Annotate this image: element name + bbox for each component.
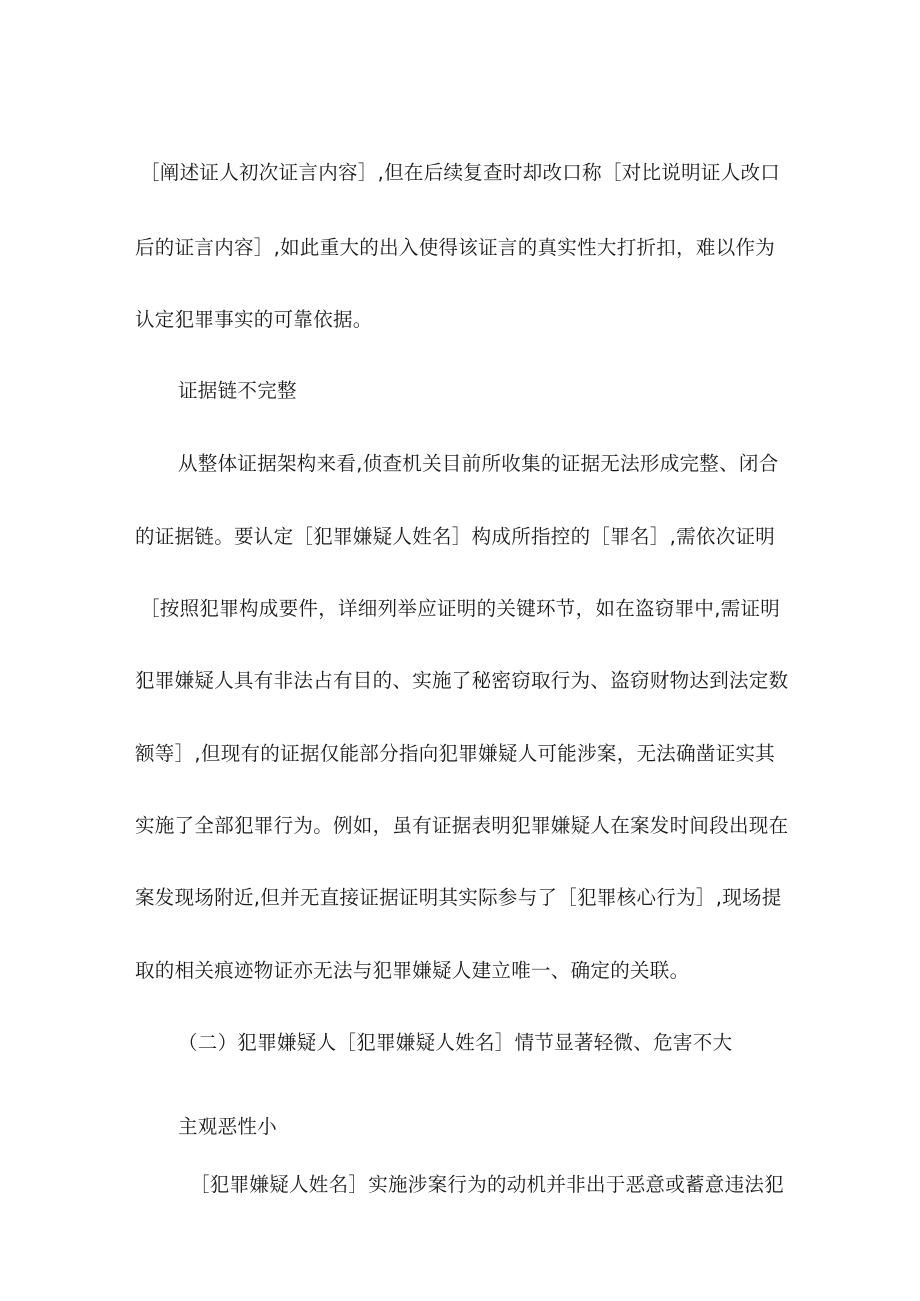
paragraph-line-6: 的证据链。要认定［犯罪嫌疑人姓名］构成所指控的［罪名］,需依次证明: [135, 525, 776, 548]
paragraph-line-8: 犯罪嫌疑人具有非法占有目的、实施了秘密窃取行为、盗窃财物达到法定数: [135, 669, 789, 692]
section-heading-minor-circumstances: （二）犯罪嫌疑人［犯罪嫌疑人姓名］情节显著轻微、危害不大: [178, 1031, 733, 1054]
paragraph-line-10: 实施了全部犯罪行为。例如，虽有证据表明犯罪嫌疑人在案发时间段出现在: [135, 814, 789, 837]
section-heading-evidence-chain: 证据链不完整: [178, 379, 297, 402]
paragraph-line-7: ［按照犯罪构成要件，详细列举应证明的关键环节，如在盗窃罪中,需证明: [140, 597, 781, 620]
paragraph-line-15: ［犯罪嫌疑人姓名］实施涉案行为的动机并非出于恶意或蓄意违法犯: [190, 1173, 785, 1196]
paragraph-line-1: ［阐述证人初次证言内容］,但在后续复查时却改口称［对比说明证人改口: [140, 161, 781, 184]
paragraph-line-11: 案发现场附近,但并无直接证据证明其实际参与了［犯罪核心行为］,现场提: [135, 886, 782, 909]
paragraph-line-9: 额等］,但现有的证据仅能部分指向犯罪嫌疑人可能涉案，无法确凿证实其: [135, 742, 776, 765]
paragraph-line-5: 从整体证据架构来看,侦查机关目前所收集的证据无法形成完整、闭合: [178, 452, 779, 475]
paragraph-line-2: 后的证言内容］,如此重大的出入使得该证言的真实性大打折扣，难以作为: [135, 236, 776, 259]
paragraph-line-3: 认定犯罪事实的可靠依据。: [135, 308, 373, 331]
subheading-low-malice: 主观恶性小: [178, 1115, 278, 1138]
paragraph-line-12: 取的相关痕迹物证亦无法与犯罪嫌疑人建立唯一、确定的关联。: [135, 959, 690, 982]
